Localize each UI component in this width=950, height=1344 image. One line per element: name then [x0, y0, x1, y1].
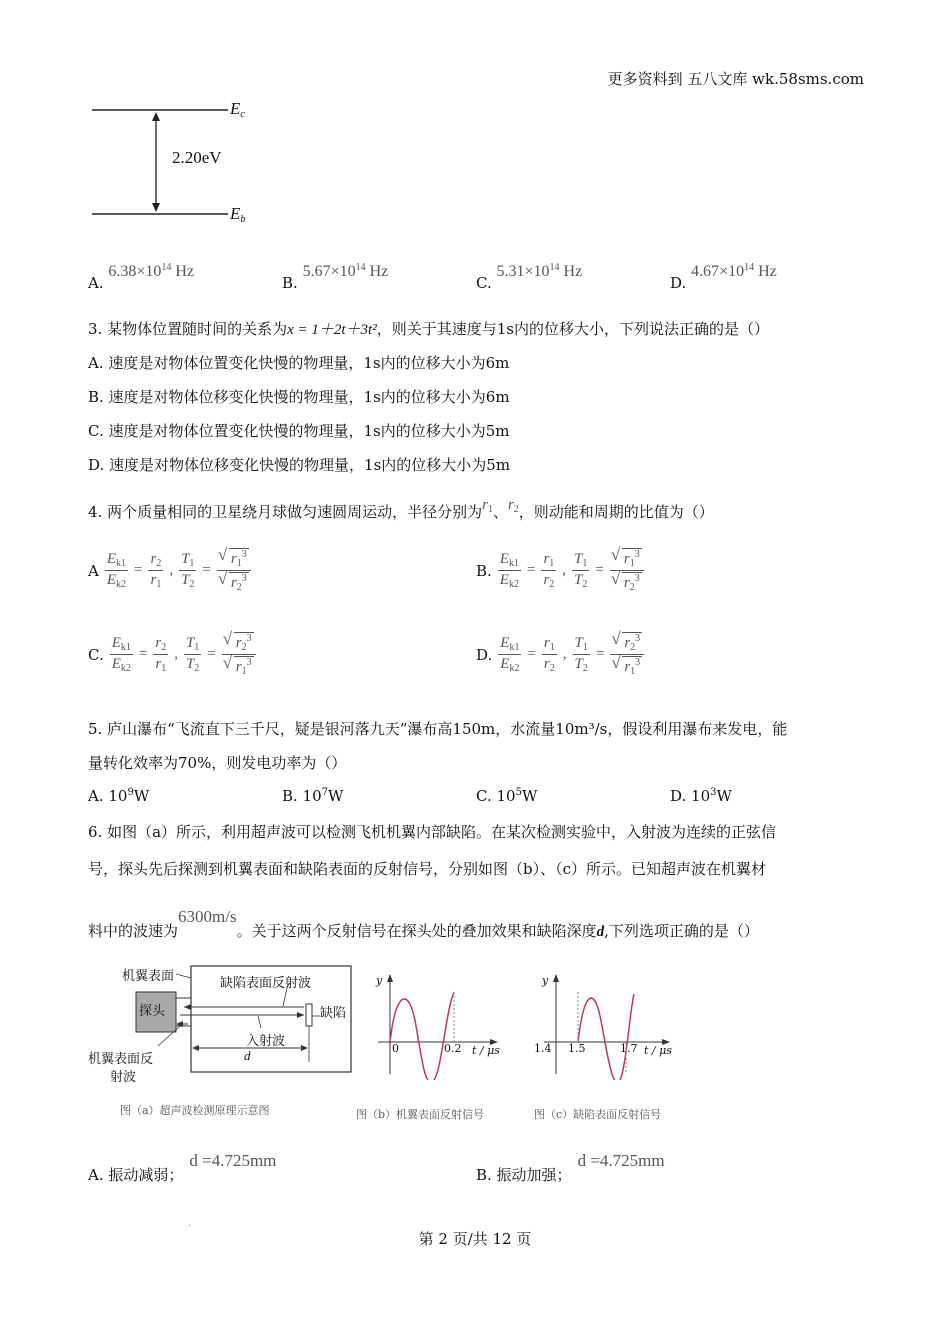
lower-level-label: $E_b$	[230, 204, 246, 225]
q6-stem-line3: 料中的波速为6300m/s。关于这两个反射信号在探头处的叠加效果和缺陷深度d,下列选项正确的是（）	[88, 907, 759, 940]
q4-option-b: B. $\frac{E_{k1}}{E_{k2}}$ = $\frac{r_1}{r_2}$ , $\frac{T_1}{T_2}$ = √ $r_1^3$ √ $r_2^3$	[476, 548, 646, 593]
fig-b-x-label: t / μs	[472, 1044, 500, 1057]
q4-option-d: D. $\frac{E_{k1}}{E_{k2}}$ = $\frac{r_1}{r_2}$ , $\frac{T_1}{T_2}$ = √ $r_2^3$ √ $r_1^3$	[476, 632, 646, 677]
probe-label: 探头	[139, 1004, 166, 1019]
q4-option-c: C. $\frac{E_{k1}}{E_{k2}}$ = $\frac{r_2}{r_1}$ , $\frac{T_1}{T_2}$ = √ $r_2^3$ √ $r_1^3$	[88, 632, 258, 677]
figure-b-caption: 图（b）机翼表面反射信号	[356, 1108, 485, 1121]
defect-label: 缺陷	[320, 1006, 347, 1021]
depth-d-label: d	[244, 1048, 251, 1063]
wing-reflect-label-1: 机翼表面反	[88, 1052, 154, 1067]
wing-surface-label: 机翼表面	[122, 969, 175, 984]
wing-reflect-wave	[390, 992, 454, 1080]
q4-option-a: A $\frac{E_{k1}}{E_{k2}}$ = $\frac{r_2}{r_1}$ , $\frac{T_1}{T_2}$ = √ $r_1^3$ √ $r_2^3$	[88, 548, 253, 593]
site-header: 更多资料到 五八文库 wk.58sms.com	[607, 70, 864, 88]
q2-option-a: A. $6.38\times 10^{14}$ Hz	[88, 262, 195, 292]
q3-option-d: D. 速度是对物体位移变化快慢的物理量，1s内的位移大小为5m	[88, 456, 511, 474]
q5-stem-line2: 量转化效率为70%，则发电功率为（）	[88, 754, 347, 772]
fig-c-tick-17: 1.7	[620, 1042, 638, 1055]
energy-gap-label: 2.20eV	[172, 148, 222, 167]
figure-c	[530, 970, 680, 1120]
incident-label: 入射波	[246, 1034, 286, 1049]
fig-c-x-label: t / μs	[644, 1044, 672, 1057]
q5-option-b: B. $10^7W$	[282, 787, 344, 805]
q6-stem-line2: 号，探头先后探测到机翼表面和缺陷表面的反射信号，分别如图（b）、（c）所示。已知超声波在机翼材	[88, 860, 767, 878]
fig-b-tick-0: 0	[392, 1042, 399, 1055]
q3-option-c: C. 速度是对物体位置变化快慢的物理量，1s内的位移大小为5m	[88, 422, 510, 440]
fig-b-tick-02: 0.2	[444, 1042, 462, 1055]
defect-mark	[306, 1004, 312, 1026]
page-number: 第 2 页/共 12 页	[418, 1230, 532, 1248]
footer-dot: .	[188, 1218, 192, 1229]
figure-b	[356, 970, 506, 1120]
fig-c-tick-14: 1.4	[534, 1042, 552, 1055]
fig-c-tick-15: 1.5	[568, 1042, 586, 1055]
q3-option-a: A. 速度是对物体位置变化快慢的物理量，1s内的位移大小为6m	[88, 354, 510, 372]
q6-stem-line1: 6. 如图（a）所示，利用超声波可以检测飞机机翼内部缺陷。在某次检测实验中，入射波为连续的正弦信	[88, 823, 777, 841]
wing-reflect-label-2: 射波	[110, 1070, 137, 1085]
q2-option-c: C. $5.31\times 10^{14}$ Hz	[476, 262, 583, 292]
q4-stem: 4. 两个质量相同的卫星绕月球做匀速圆周运动，半径分别为$r_1$、$r_2$，则动能和周期的比值为（）	[88, 497, 714, 521]
q5-stem-line1: 5. 庐山瀑布“飞流直下三千尺，疑是银河落九天”瀑布高150m，水流量10m³/s，假设利用瀑布来发电，能	[88, 720, 788, 738]
q3-option-b: B. 速度是对物体位移变化快慢的物理量，1s内的位移大小为6m	[88, 388, 510, 406]
q5-option-c: C. $10^5W$	[476, 787, 538, 805]
q5-option-a: A. $10^9W$	[88, 787, 150, 805]
figure-a-caption: 图（a）超声波检测原理示意图	[120, 1104, 270, 1117]
fig-c-y-label: y	[542, 974, 549, 987]
upper-level-label: $E_c$	[230, 99, 245, 120]
q2-option-d: D. $4.67\times 10^{14}$ Hz	[670, 262, 777, 292]
q2-option-b: B. $5.67\times 10^{14}$ Hz	[282, 262, 389, 292]
figure-c-caption: 图（c）缺陷表面反射信号	[534, 1108, 662, 1121]
fig-b-y-label: y	[376, 974, 383, 987]
q3-stem: 3. 某物体位置随时间的关系为x = 1＋2t＋3t²，则关于其速度与1s内的位移大小，下列说法正确的是（）	[88, 320, 769, 338]
defect-reflect-label: 缺陷表面反射波	[220, 976, 312, 991]
figure-a	[88, 962, 358, 1122]
q5-option-d: D. $10^3W$	[670, 787, 732, 805]
q6-option-a: A. 振动减弱；d =4.725mm	[88, 1151, 277, 1184]
q6-option-b: B. 振动加强；d =4.725mm	[476, 1151, 665, 1184]
